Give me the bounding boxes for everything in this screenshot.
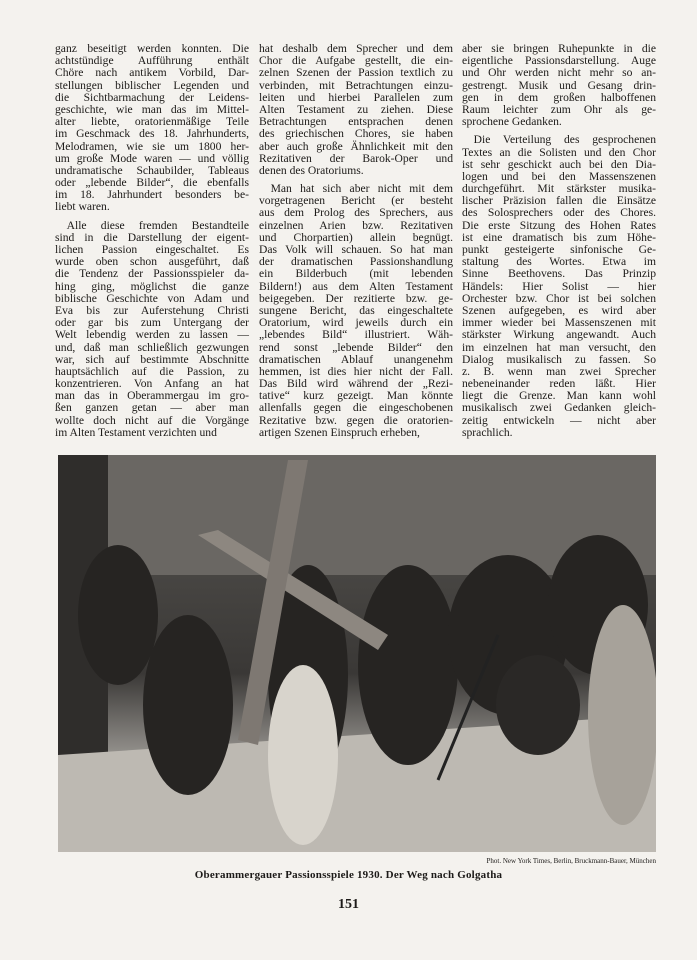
text-line: staltung des Wortes. Etwa im — [462, 255, 656, 269]
text-line: Welt lebendig werden zu lassen — — [55, 328, 249, 342]
text-line: biblische Geschichte von Adam und — [55, 291, 249, 305]
text-line: im Alten Testament verzichten und — [55, 425, 217, 439]
text-line: konzentrieren. Von Anfang an hat — [55, 377, 249, 391]
text-line: stellungen biblischer Legenden und — [55, 78, 249, 92]
text-line: leiten und hierbei Parallelen zum — [259, 90, 453, 104]
text-line: die Sichtbarmachung der Leidens- — [55, 90, 249, 104]
text-line: durchgeführt. Mit stärkster musika- — [462, 182, 656, 196]
photo-procession-to-golgotha — [58, 455, 656, 852]
text-line: liegt die Grenze. Man kann wohl — [462, 389, 656, 403]
text-line: achtstündige Aufführung enthält — [55, 54, 249, 68]
text-line: aber sie bringen Ruhepunkte in die — [462, 42, 656, 55]
text-line: und Chorpartien) allein begnügt. — [259, 230, 453, 244]
text-line: tative“ kurz gezeigt. Man könnte — [259, 389, 453, 403]
text-line: rend sonst „lebende Bilder“ den — [259, 340, 453, 354]
text-line: des Solosprechers oder des Chores. — [462, 206, 656, 220]
text-line: eigentliche Passionsdarstellung. Auge — [462, 54, 656, 68]
photo-illustration — [58, 455, 656, 852]
text-line: gestrengt. Musik und Gesang drin- — [462, 78, 656, 92]
photo-credit: Phot. New York Times, Berlin, Bruckmann-Bauer, München — [486, 857, 656, 865]
text-line: hauptsächlich auf die Passion, zu — [55, 364, 249, 378]
text-line: ganz beseitigt werden konnten. Die — [55, 42, 249, 55]
text-line: denen des Oratoriums. — [259, 163, 364, 177]
text-line: und Ohr werden nicht mehr so an- — [462, 66, 656, 80]
text-line: des griechischen Chores, sie haben — [259, 127, 453, 141]
text-line: geschichte, wie man das im Mittel- — [55, 102, 249, 116]
text-line: Das Volk will schauen. So hat man — [259, 243, 453, 256]
text-line: Chöre nach antikem Vorbild, Dar- — [55, 66, 249, 80]
text-line: die Tendenz der Passionsspieler da- — [55, 267, 249, 281]
text-column-3 — [462, 43, 656, 445]
text-line: ist sehr geschickt auch bei den Dia- — [462, 157, 656, 171]
text-line: Sinne Beethovens. Das Prinzip — [462, 267, 656, 281]
text-line: „lebendes Bild“ illustriert. Wäh- — [259, 328, 453, 342]
text-line: im 18. Jahrhundert besonders be- — [55, 188, 249, 202]
paragraph — [55, 43, 249, 214]
text-line: aus dem Prolog des Sprechers, aus — [259, 206, 453, 220]
text-line: Man hat sich aber nicht mit dem — [259, 182, 453, 196]
text-line: hemmen, ist dies hier nicht der Fall. — [259, 364, 453, 378]
text-line: Rezitative bzw. gegen die oratorien- — [259, 413, 453, 427]
text-line: sprochene Gedanken. — [462, 115, 562, 129]
text-line: Melodramen, wie sie um 1800 her- — [55, 139, 249, 153]
text-line: Oratorium, wird jeweils durch ein — [259, 316, 453, 330]
text-line: ßen ganzen getan — aber man — [55, 401, 249, 415]
text-line: artigen Szenen Einspruch erheben, — [259, 425, 420, 439]
text-column-1 — [55, 43, 249, 445]
text-line: sind in die Darstellung der eigent- — [55, 230, 249, 244]
text-line: Die Verteilung des gesprochenen — [462, 133, 656, 147]
text-line: lischer Präzision fallen die Einsätze — [462, 194, 656, 208]
text-line: Händels: Hier Solist — hier — [462, 279, 656, 293]
text-line: wurde oben schon ausgeführt, daß — [55, 255, 249, 269]
text-line: wollte doch nicht auf die Vorgänge — [55, 413, 249, 427]
text-line: stärkster Wirkung angewandt. Auch — [462, 328, 656, 342]
text-line: gen in dem großen halboffenen — [462, 90, 656, 104]
text-line: undramatische Schaubilder, Tableaus — [55, 163, 249, 177]
text-line: Das Bild wird während der „Rezi- — [259, 377, 453, 391]
text-line: im einzelnen hat man versucht, den — [462, 340, 656, 354]
text-line: Chor die Aufgabe gestellt, die ein- — [259, 54, 453, 68]
paragraph — [462, 134, 656, 439]
paragraph — [55, 220, 249, 439]
paragraph — [462, 43, 656, 128]
text-line: Alle diese fremden Bestandteile — [55, 218, 249, 232]
text-line: Betrachtungen entsprachen denen — [259, 115, 453, 129]
text-line: zelnen Szenen der Passion textlich zu — [259, 66, 453, 80]
text-line: z. B. wenn man zwei Sprecher — [462, 364, 656, 378]
text-line: Rezitativen der Barok-Oper und — [259, 151, 453, 165]
text-line: im Geschmack des 18. Jahrhunderts, — [55, 127, 249, 141]
text-line: man das in Oberammergau im gro- — [55, 389, 249, 403]
text-line: liebt waren. — [55, 200, 110, 214]
text-line: Raum leichter zum Ohr als ge- — [462, 102, 656, 116]
text-line: war, sich auf bestimmte Abschnitte — [55, 352, 249, 366]
text-line: um große Mode waren — und völlig — [55, 151, 249, 165]
paragraph — [259, 183, 453, 439]
text-line: zeitig entwickeln — nicht aber — [462, 413, 656, 427]
text-line: Die erste Sitzung des Hohen Rates — [462, 218, 656, 232]
text-line: sprachlich. — [462, 425, 513, 439]
paragraph — [259, 43, 453, 177]
text-column-2 — [259, 43, 453, 445]
page-number: 151 — [338, 897, 359, 912]
text-line: ist eine dramatisch bis zum Höhe- — [462, 230, 656, 244]
text-line: dramatischen Ablauf unangenehm — [259, 352, 453, 366]
text-line: oder „lebende Bilder“, die ebenfalls — [55, 176, 249, 190]
text-line: logen und bei den Massenszenen — [462, 169, 656, 183]
text-line: ein Bilderbuch (mit lebenden — [259, 267, 453, 281]
text-line: beigegeben. Der rezitierte bzw. ge- — [259, 291, 453, 305]
text-line: verbinden, mit Betrachtungen einzu- — [259, 78, 453, 92]
text-line: Orchester bzw. Chor ist bei solchen — [462, 291, 656, 305]
text-line: punkt gesteigerte sinfonische Ge- — [462, 243, 656, 256]
text-line: Textes an die Solisten und den Chor — [462, 145, 656, 159]
text-line: sungene Bericht, das eingeschaltete — [259, 303, 453, 317]
text-line: aber auch große Ähnlichkeit mit den — [259, 139, 453, 153]
text-line: hat deshalb dem Sprecher und dem — [259, 42, 453, 55]
text-line: Szenen aufgegeben, es wird aber — [462, 303, 656, 317]
text-line: allenfalls gegen die eingeschobenen — [259, 401, 453, 415]
text-line: der dramatischen Passionshandlung — [259, 255, 453, 269]
text-line: oder gar bis zum Untergang der — [55, 316, 249, 330]
text-line: und, daß man schließlich gezwungen — [55, 340, 249, 354]
text-line: immer wieder bei Massenszenen mit — [462, 316, 656, 330]
text-line: vorgetragenen Bericht (er besteht — [259, 194, 453, 208]
text-line: Alten Testament zu ziehen. Diese — [259, 102, 453, 116]
text-line: lichen Passion eingeschaltet. Es — [55, 243, 249, 256]
figure-caption: Oberammergauer Passionsspiele 1930. Der Weg nach Golgatha — [194, 869, 503, 881]
text-line: einzelnen Arien bzw. Rezitativen — [259, 218, 453, 232]
text-line: alter liebte, oratorienmäßige Teile — [55, 115, 249, 129]
text-line: hing ging, möglichst die ganze — [55, 279, 249, 293]
text-line: Eva bis zur Auferstehung Christi — [55, 303, 249, 317]
text-line: nebeneinander reden läßt. Hier — [462, 377, 656, 391]
text-line: Dialog musikalisch zu fassen. So — [462, 352, 656, 366]
text-line: musikalisch zwei Gedanken gleich- — [462, 401, 656, 415]
text-line: Bildern!) aus dem Alten Testament — [259, 279, 453, 293]
